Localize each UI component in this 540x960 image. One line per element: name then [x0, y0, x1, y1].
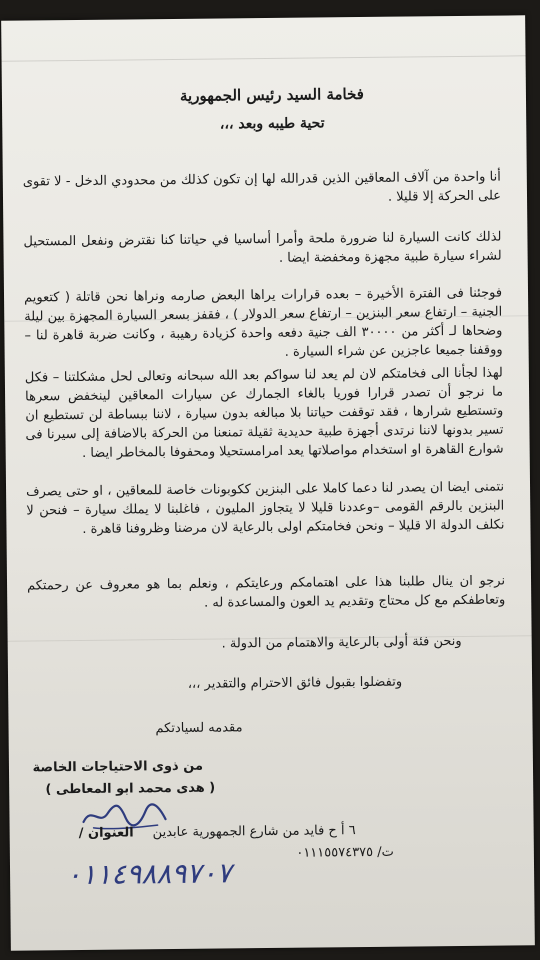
paragraph-hope: نرجو ان ينال طلبنا هذا على اهتمامكم ورعايتكم ، ونعلم بما هو معروف عن رحمتكم وتعاطفكم مع كل محتاج وتقديم يد العون والمساعدة له .	[26, 573, 506, 611]
paragraph-request: لهذا لجأنا الى فخامتكم لان لم يعد لنا سواكم بعد الله سبحانه وتعالى لحل مشكلتنا – فكل ما نرجو أن تصدر قرارا فوريا بالغاء الجمارك عن سيارات المعاقين لينخفض سعرها وتستطيع شرارها ، فقد توقفت حياتنا بلا مبالغه بدون سيارة ، لاننا ببساطة لن تستطيع ان تسير بدونها لاننا نرتدى أجهزة طبية حديدية ثقيلة تمنعنا من الحركة بالاضافة إلى سيرنا فى شوارع القاهرة او استخدام مواصلاتها يعد امرامستحيلا ومحفوفا بالمخاطر ايضا .	[24, 365, 504, 461]
letter-body	[1, 15, 535, 950]
paragraph-car-need: لذلك كانت السيارة لنا ضرورة ملحة وأمرا أساسيا في حياتنا كنا نقترض ونفعل المستحيل لشراء سيارة طبية مجهزة ومخفضة ايضا .	[23, 229, 502, 266]
letter-paper	[1, 15, 535, 950]
phone-handwritten-text: ٠١١٤٩٨٨٩٧٠٧	[65, 856, 232, 892]
paragraph-price-rise: فوجئنا فى الفترة الأخيرة – بعده قرارات يراها البعض صارمه ونراها نحن قاتلة ( كتعويم الجنية – ارتفاع سعر البنزين – ارتفاع سعر الدولار ) ، فقفز بسعر السيارة المجهزة بين ليلة وضحاها لـ أكثر من ٣٠٠٠٠ الف جنية دفعه واحدة كزيادة رهيبة ، وكانت ضربة قاهرة لنا – ووقفنا جميعا عاجزين عن شراء السيارة .	[23, 285, 503, 360]
phone-handwritten	[66, 856, 276, 896]
closing-line: وتفضلوا بقبول فائق الاحترام والتقدير ،،،	[187, 674, 403, 692]
paragraph-fuel-support: نتمنى ايضا ان يصدر لنا دعما كاملا على البنزين ككوبونات خاصة للمعاقين ، او حتى يصرف البنزين بالرقم القومى –وعددنا قليلا لا يتجاوز المليون ، فاغلبنا لا يملك سيارة – فنحن لا نكلف الدولة الا قليلا – ونحن فخامتكم اولى بالرعاية لان مرضنا وظروفنا قاهرة .	[26, 479, 505, 537]
sender-name: ( هدى محمد ابو المعاطى )	[45, 780, 216, 798]
address-label: العنوان /	[78, 825, 134, 842]
phone-printed: ت/ ٠١١١٥٥٧٤٣٧٥	[296, 844, 394, 861]
address-value: ٦ أ ح فايد من شارع الجمهورية عابدين	[152, 823, 356, 841]
paragraph-intro: أنا واحدة من آلاف المعاقين الذين قدرالله لها إن تكون كذلك من محدودي الدخل - لا تقوى على الحركة إلا قليلا .	[22, 169, 502, 205]
salutation-greeting: تحية طيبه وبعد ،،،	[219, 115, 325, 133]
presented-by-line: مقدمه لسيادتكم	[155, 720, 243, 737]
paragraph-priority: ونحن فئة أولى بالرعاية والاهتمام من الدولة .	[221, 633, 462, 652]
sender-category: من ذوى الاحتياجات الخاصة	[32, 758, 204, 776]
salutation-title: فخامة السيد رئيس الجمهورية	[179, 84, 365, 105]
